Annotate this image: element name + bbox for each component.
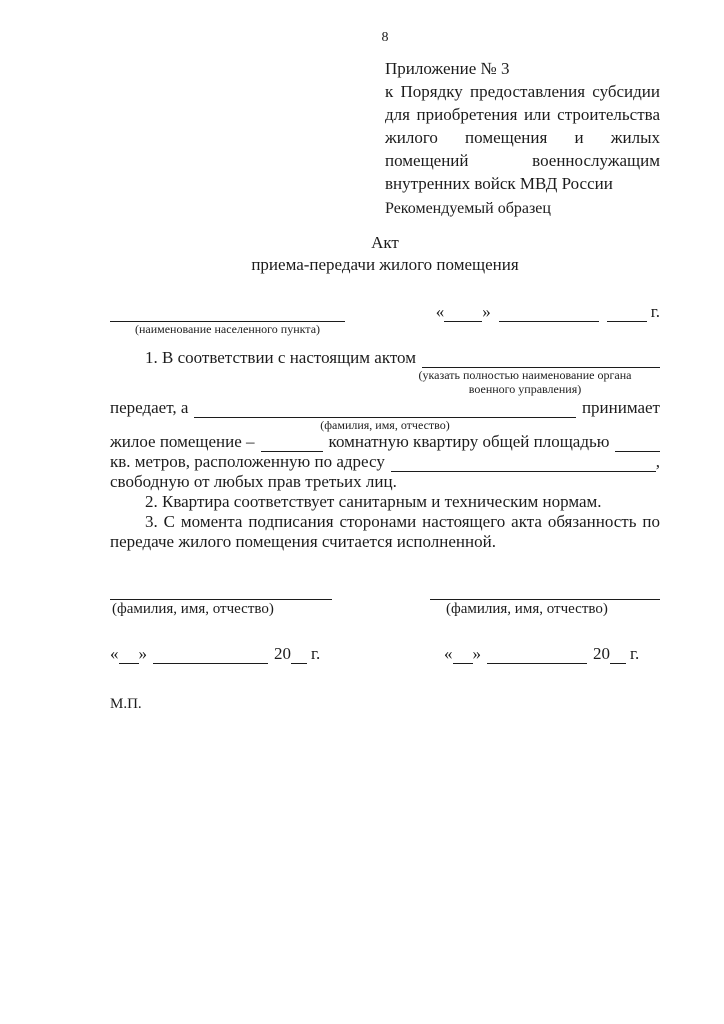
place-name-blank (110, 306, 345, 322)
accept-label: принимает (581, 398, 660, 417)
signature-date-right (430, 644, 660, 664)
appendix-line-3: для приобретения или строительства (385, 105, 660, 124)
page-number: 8 (381, 30, 389, 45)
date-year-suffix: г. (650, 302, 660, 321)
signature-date-left (110, 644, 332, 664)
appendix-block (385, 57, 660, 195)
place-date-row (110, 302, 660, 322)
room-count-blank (261, 436, 323, 452)
clause-3-line2: передаче жилого помещения считается исполненной. (110, 532, 496, 551)
place-caption: (наименование населенного пункта) (134, 322, 321, 336)
premise-label: жилое помещение – (110, 432, 255, 451)
free-clause-line: свободную от любых прав третьих лиц. (110, 472, 397, 491)
org-caption-line2: военного управления) (468, 382, 582, 396)
content-column (110, 0, 660, 713)
signature-fio-blank-right (430, 586, 660, 600)
transfer-label: передает, а (110, 398, 189, 417)
address-comma: , (655, 452, 660, 471)
address-blank (391, 456, 656, 472)
signatures-row (110, 586, 660, 664)
clause-3-line1: 3. С момента подписания сторонами настоящего акта обязанность по (145, 512, 660, 531)
signature-fio-blank-left (110, 586, 332, 600)
signature-fio-caption-right: (фамилия, имя, отчество) (446, 601, 608, 617)
appendix-line-5: помещений военнослужащим (385, 151, 660, 170)
sig-right-day-blank (453, 648, 473, 664)
sig-left-year-suffix: г. (311, 644, 321, 663)
sig-right-year-blank (610, 648, 626, 664)
sig-right-quote-open: « (444, 644, 453, 663)
recipient-fio-blank (194, 402, 576, 418)
clause-1-intro-line (110, 348, 660, 368)
sig-right-year-suffix: г. (630, 644, 640, 663)
sig-right-month-blank (487, 648, 587, 664)
premise-line (110, 432, 660, 452)
org-name-blank (422, 352, 660, 368)
clause-2: 2. Квартира соответствует санитарным и техническим нормам. (145, 492, 602, 511)
date-month-blank (499, 306, 599, 322)
room-label: комнатную квартиру общей площадью (328, 432, 610, 451)
org-caption-line1: (указать полностью наименование органа (418, 368, 632, 382)
signature-block-right (430, 586, 660, 664)
transfer-line (110, 398, 660, 418)
signature-fio-caption-left: (фамилия, имя, отчество) (112, 601, 274, 617)
sig-right-quote-close: » (472, 644, 481, 663)
address-line (110, 452, 660, 472)
sample-label: Рекомендуемый образец (385, 200, 551, 217)
sig-left-month-blank (153, 648, 268, 664)
date-quote-close: » (482, 302, 491, 321)
org-caption (390, 368, 660, 396)
date-year-blank (607, 306, 647, 322)
appendix-line-4: жилого помещения и жилых (385, 128, 660, 147)
appendix-line-2: к Порядку предоставления субсидии (385, 82, 660, 101)
clause-1-intro-text: 1. В соответствии с настоящим актом (145, 348, 416, 367)
date-day-blank (444, 306, 482, 322)
sig-left-year-blank (291, 648, 307, 664)
seal-label: М.П. (110, 696, 142, 712)
appendix-line-1: Приложение № 3 (385, 59, 510, 78)
sig-left-quote-open: « (110, 644, 119, 663)
sig-left-century: 20 (274, 644, 291, 663)
sig-left-quote-close: » (138, 644, 147, 663)
address-label: кв. метров, расположенную по адресу (110, 452, 385, 471)
appendix-line-6: внутренних войск МВД России (385, 174, 613, 193)
signature-block-left (110, 586, 332, 664)
date-quote-open: « (435, 302, 445, 321)
total-area-blank (615, 436, 660, 452)
recipient-fio-caption: (фамилия, имя, отчество) (320, 418, 450, 432)
act-title: Акт (371, 233, 399, 252)
act-title-block (110, 232, 660, 276)
act-subtitle: приема-передачи жилого помещения (251, 255, 519, 274)
sig-left-day-blank (119, 648, 139, 664)
sig-right-century: 20 (593, 644, 610, 663)
